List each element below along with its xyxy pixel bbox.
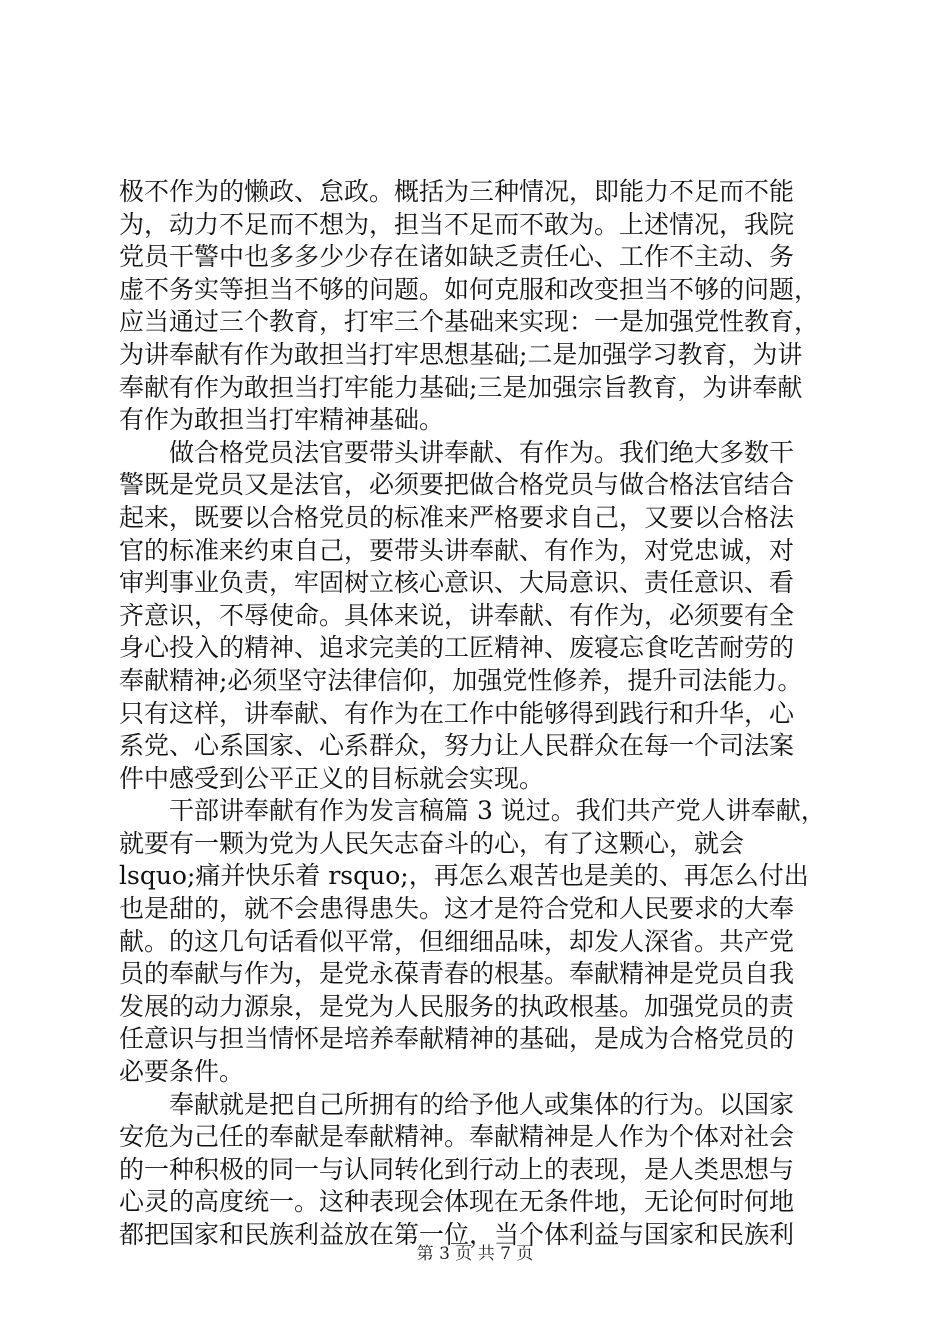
text-line: 都把国家和民族利益放在第一位，当个体利益与国家和民族利	[119, 1220, 795, 1249]
text-line: 心灵的高度统一。这种表现会体现在无条件地，无论何时何地	[119, 1187, 795, 1217]
text-line: 官的标准来约束自己，要带头讲奉献、有作为，对党忠诚，对	[119, 535, 795, 565]
text-line: 奉献就是把自己所拥有的给予他人或集体的行为。以国家	[119, 1089, 795, 1119]
text-line: 极不作为的懒政、怠政。概括为三种情况，即能力不足而不能	[119, 177, 795, 206]
text-line: 应当通过三个教育，打牢三个基础来实现：一是加强党性教育，	[119, 307, 820, 337]
text-line: 党员干警中也多多少少存在诸如缺乏责任心、工作不主动、务	[119, 242, 795, 272]
text-line: 发展的动力源泉，是党为人民服务的执政根基。加强党员的责	[119, 991, 795, 1021]
text-line: 有作为敢担当打牢精神基础。	[119, 405, 445, 435]
text-line: 为，动力不足而不想为，担当不足而不敢为。上述情况，我院	[119, 209, 795, 239]
body-text	[119, 176, 835, 1252]
text-line: 齐意识，不辱使命。具体来说，讲奉献、有作为，必须要有全	[119, 600, 795, 630]
text-line: 必要条件。	[119, 1057, 245, 1087]
text-line: 员的奉献与作为，是党永葆青春的根基。奉献精神是党员自我	[119, 959, 795, 989]
text-line: 警既是党员又是法官，必须要把做合格党员与做合格法官结合	[119, 470, 795, 500]
text-line: 件中感受到公平正义的目标就会实现。	[119, 763, 545, 793]
text-line: 干部讲奉献有作为发言稿篇 3 说过。我们共产党人讲奉献，	[119, 796, 826, 826]
text-line: 献。的这几句话看似平常，但细细品味，却发人深省。共产党	[119, 926, 795, 956]
text-line: 也是甜的，就不会患得患失。这才是符合党和人民要求的大奉	[119, 894, 795, 924]
text-line: 为讲奉献有作为敢担当打牢思想基础;二是加强学习教育，为讲	[119, 339, 803, 369]
page-footer: 第 3 页 共 7 页	[416, 1244, 534, 1264]
text-line: lsquo;痛并快乐着 rsquo;，再怎么艰苦也是美的、再怎么付出	[119, 861, 809, 891]
text-line: 虚不务实等担当不够的问题。如何克服和改变担当不够的问题，	[119, 274, 820, 304]
text-line: 身心投入的精神、追求完美的工匠精神、废寝忘食吃苦耐劳的	[119, 633, 795, 663]
text-line: 安危为己任的奉献是奉献精神。奉献精神是人作为个体对社会	[119, 1122, 795, 1152]
text-line: 起来，既要以合格党员的标准来严格要求自己，又要以合格法	[119, 502, 795, 532]
text-line: 任意识与担当情怀是培养奉献精神的基础，是成为合格党员的	[119, 1024, 795, 1054]
text-line: 就要有一颗为党为人民矢志奋斗的心，有了这颗心，就会	[119, 828, 745, 858]
text-line: 的一种积极的同一与认同转化到行动上的表现，是人类思想与	[119, 1154, 795, 1184]
text-line: 做合格党员法官要带头讲奉献、有作为。我们绝大多数干	[119, 437, 795, 467]
text-line: 只有这样，讲奉献、有作为在工作中能够得到践行和升华，心	[119, 698, 795, 728]
text-line: 审判事业负责，牢固树立核心意识、大局意识、责任意识、看	[119, 568, 795, 598]
text-line: 奉献精神;必须坚守法律信仰，加强党性修养，提升司法能力。	[119, 665, 803, 695]
text-line: 系党、心系国家、心系群众，努力让人民群众在每一个司法案	[119, 731, 795, 761]
text-line: 奉献有作为敢担当打牢能力基础;三是加强宗旨教育，为讲奉献	[119, 372, 803, 402]
